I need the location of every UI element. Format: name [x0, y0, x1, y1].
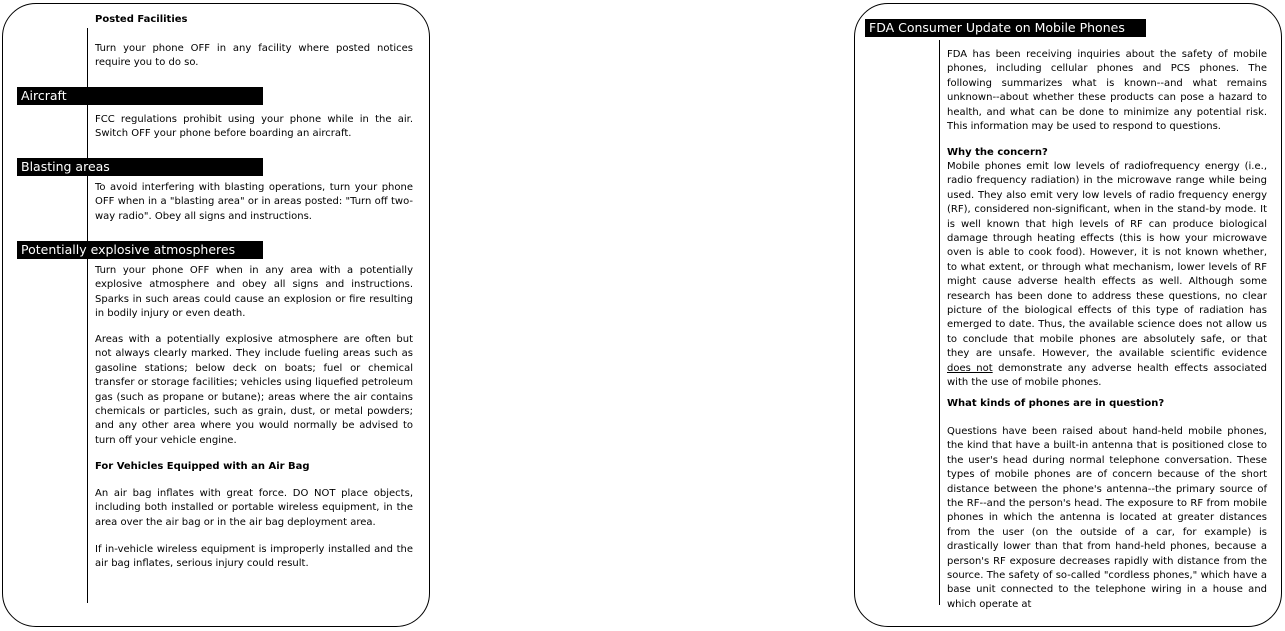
phone-kinds-heading: What kinds of phones are in question? [947, 398, 1165, 409]
why-concern-text-2: demonstrate any adverse health effects associated with the use of mobile phones. [947, 362, 1267, 389]
aircraft-heading: Aircraft [17, 87, 263, 105]
explosive-atmospheres-heading: Potentially explosive atmospheres [17, 241, 263, 259]
does-not-emphasis: does not [947, 362, 993, 374]
blasting-areas-body: To avoid interfering with blasting operations, turn your phone OFF when in a "blasting area" or in areas posted: "Turn off two-way radio". Obey all signs and instructions. [95, 182, 413, 222]
posted-facilities-body: Turn your phone OFF in any facility where posted notices require you to do so. [95, 43, 413, 69]
explosive-para-2: Areas with a potentially explosive atmosphere are often but not always clearly marked. They include fueling areas such as gasoline stations; below deck on boats; fuel or chemical transfer or storage facilities; vehicles using liquefied petroleum gas (such as propane or butane); areas where the air contains chemicals or particles, such as grain, dust, or metal powders; and any other area where you would normally be advised to turn off your vehicle engine. [95, 334, 413, 446]
why-concern-text-1: Mobile phones emit low levels of radiofrequency energy (i.e., radio frequency radiation) in the microwave range while being used. They also emit very low levels of radio frequency energy (RF), considered non-significant, when in the stand-by mode. It is well known that high levels of RF can produce biological damage through heating effects (this is how your microwave oven is able to cook food). However, it is not known whether, to what extent, or through what mechanism, lower levels of RF might cause adverse health effects as well. Although some research has been done to address these questions, no clear picture of the biological effects of this type of radiation has emerged to date. Thus, the available science does not allow us to conclude that mobile phones are absolutely safe, or that they are unsafe. However, the available scientific evidence [947, 161, 1267, 360]
posted-facilities-heading: Posted Facilities [95, 14, 188, 25]
fda-update-title: FDA Consumer Update on Mobile Phones [865, 19, 1146, 37]
right-margin-rule [939, 40, 940, 605]
left-margin-rule [87, 28, 88, 603]
air-bag-para-1: An air bag inflates with great force. DO NOT place objects, including both installed or portable wireless equipment, in the area over the air bag or in the air bag deployment area. [95, 488, 413, 528]
blasting-areas-heading: Blasting areas [17, 158, 263, 176]
explosive-para-1: Turn your phone OFF when in any area with a potentially explosive atmosphere and obey all signs and instructions. Sparks in such areas could cause an explosion or fire resulting in bodily injury or even death. [95, 265, 413, 320]
why-concern-body [947, 160, 1267, 391]
phone-kinds-body: Questions have been raised about hand-held mobile phones, the kind that have a built-in antenna that is positioned close to the user's head during normal telephone conversation. These types of mobile phones are of concern because of the short distance between the phone's antenna--the primary source of the RF--and the person's head. The exposure to RF from mobile phones in which the antenna is located at greater distances from the user (on the outside of a car, for example) is drastically lower than that from hand-held phones, because a person's RF exposure decreases rapidly with distance from the source. The safety of so-called "cordless phones," which have a base unit connected to the telephone wiring in a house and which operate at [947, 426, 1267, 610]
air-bag-para-2: If in-vehicle wireless equipment is improperly installed and the air bag inflates, serious injury could result. [95, 544, 413, 570]
why-concern-heading: Why the concern? [947, 147, 1048, 158]
fda-intro: FDA has been receiving inquiries about the safety of mobile phones, including cellular phones and PCS phones. The following summarizes what is known--and what remains unknown--about whether these products can pose a hazard to health, and what can be done to minimize any potential risk. This information may be used to respond to questions. [947, 49, 1267, 133]
aircraft-body: FCC regulations prohibit using your phone while in the air. Switch OFF your phone before boarding an aircraft. [95, 114, 413, 140]
air-bag-heading: For Vehicles Equipped with an Air Bag [95, 461, 310, 472]
